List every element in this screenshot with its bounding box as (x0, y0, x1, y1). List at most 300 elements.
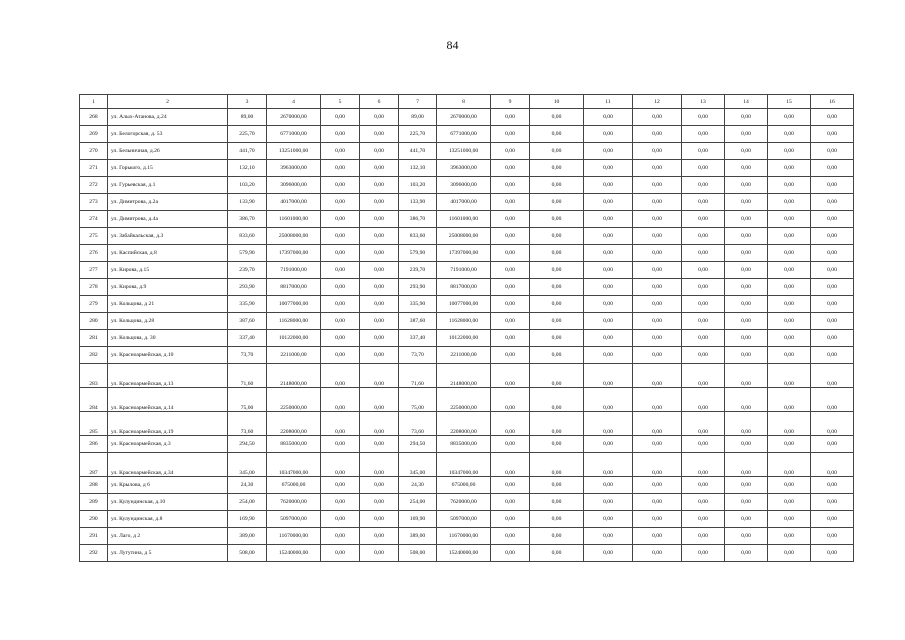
column-header: 3 (228, 95, 267, 109)
address-cell: ул. Кулундинская, д.10 (108, 494, 228, 511)
value-cell: 0,00 (321, 296, 360, 313)
value-cell: 73,70 (228, 347, 267, 364)
value-cell: 0,00 (682, 364, 725, 388)
value-cell: 0,00 (682, 347, 725, 364)
value-cell: 0,00 (491, 436, 530, 453)
value-cell: 71,60 (399, 364, 437, 388)
row-number-cell: 283 (80, 364, 108, 388)
value-cell: 0,00 (584, 177, 633, 194)
value-cell: 0,00 (725, 126, 768, 143)
value-cell: 0,00 (321, 228, 360, 245)
value-cell: 8835000,00 (267, 436, 321, 453)
value-cell: 0,00 (633, 228, 682, 245)
value-cell: 0,00 (584, 364, 633, 388)
value-cell: 0,00 (321, 477, 360, 494)
value-cell: 508,00 (228, 545, 267, 562)
value-cell: 0,00 (725, 436, 768, 453)
value-cell: 0,00 (530, 477, 584, 494)
value-cell: 0,00 (633, 477, 682, 494)
address-cell: ул. Красноармейская, д.34 (108, 453, 228, 477)
value-cell: 0,00 (530, 412, 584, 436)
value-cell: 0,00 (811, 228, 854, 245)
address-cell: ул. Горького, д.15 (108, 160, 228, 177)
table-row (80, 511, 854, 528)
address-cell: ул. Красноармейская, д.10 (108, 347, 228, 364)
value-cell: 0,00 (768, 412, 811, 436)
value-cell: 337,40 (228, 330, 267, 347)
value-cell: 0,00 (584, 228, 633, 245)
address-cell: ул. Красноармейская, д.3 (108, 436, 228, 453)
value-cell: 17397000,00 (437, 245, 491, 262)
value-cell: 0,00 (360, 262, 399, 279)
value-cell: 0,00 (768, 143, 811, 160)
value-cell: 0,00 (633, 453, 682, 477)
value-cell: 0,00 (633, 412, 682, 436)
value-cell: 0,00 (530, 262, 584, 279)
value-cell: 0,00 (360, 245, 399, 262)
value-cell: 0,00 (682, 313, 725, 330)
value-cell: 0,00 (321, 545, 360, 562)
value-cell: 0,00 (360, 160, 399, 177)
value-cell: 294,50 (399, 436, 437, 453)
address-cell: ул. Димитрова, д.4а (108, 211, 228, 228)
value-cell: 0,00 (584, 279, 633, 296)
value-cell: 5097000,00 (267, 511, 321, 528)
row-number-cell: 284 (80, 388, 108, 412)
value-cell: 0,00 (811, 528, 854, 545)
value-cell: 0,00 (491, 477, 530, 494)
value-cell: 2208000,00 (437, 412, 491, 436)
value-cell: 0,00 (360, 109, 399, 126)
column-header: 2 (108, 95, 228, 109)
value-cell: 386,70 (228, 211, 267, 228)
value-cell: 0,00 (811, 364, 854, 388)
value-cell: 0,00 (321, 245, 360, 262)
value-cell: 0,00 (811, 347, 854, 364)
value-cell: 0,00 (530, 545, 584, 562)
row-number-cell: 289 (80, 494, 108, 511)
value-cell: 0,00 (321, 436, 360, 453)
value-cell: 2208000,00 (267, 412, 321, 436)
value-cell: 0,00 (633, 296, 682, 313)
value-cell: 0,00 (321, 143, 360, 160)
value-cell: 6771000,00 (437, 126, 491, 143)
value-cell: 0,00 (811, 279, 854, 296)
value-cell: 0,00 (360, 388, 399, 412)
value-cell: 254,00 (228, 494, 267, 511)
value-cell: 2670000,00 (437, 109, 491, 126)
value-cell: 0,00 (491, 109, 530, 126)
value-cell: 0,00 (768, 194, 811, 211)
value-cell: 0,00 (530, 245, 584, 262)
value-cell: 0,00 (811, 211, 854, 228)
address-cell: ул. Кирова, д.15 (108, 262, 228, 279)
table-row (80, 143, 854, 160)
value-cell: 0,00 (584, 511, 633, 528)
row-number-cell: 274 (80, 211, 108, 228)
value-cell: 89,00 (399, 109, 437, 126)
value-cell: 0,00 (491, 545, 530, 562)
address-cell: ул. Кольцова, д 21 (108, 296, 228, 313)
value-cell: 0,00 (725, 262, 768, 279)
value-cell: 389,00 (399, 528, 437, 545)
table-row (80, 412, 854, 436)
value-cell: 7620000,00 (437, 494, 491, 511)
table-row (80, 245, 854, 262)
value-cell: 0,00 (530, 364, 584, 388)
value-cell: 0,00 (725, 347, 768, 364)
value-cell: 0,00 (682, 388, 725, 412)
value-cell: 0,00 (633, 262, 682, 279)
value-cell: 10077000,00 (437, 296, 491, 313)
value-cell: 0,00 (491, 453, 530, 477)
value-cell: 24,30 (399, 477, 437, 494)
row-number-cell: 276 (80, 245, 108, 262)
value-cell: 0,00 (360, 511, 399, 528)
value-cell: 345,00 (228, 453, 267, 477)
value-cell: 0,00 (491, 494, 530, 511)
value-cell: 11670000,00 (267, 528, 321, 545)
row-number-cell: 285 (80, 412, 108, 436)
value-cell: 2211000,00 (437, 347, 491, 364)
value-cell: 133,90 (399, 194, 437, 211)
value-cell: 337,40 (399, 330, 437, 347)
value-cell: 0,00 (321, 347, 360, 364)
value-cell: 11670000,00 (437, 528, 491, 545)
value-cell: 0,00 (360, 177, 399, 194)
value-cell: 0,00 (360, 126, 399, 143)
value-cell: 0,00 (682, 143, 725, 160)
value-cell: 0,00 (682, 262, 725, 279)
value-cell: 441,70 (399, 143, 437, 160)
value-cell: 0,00 (491, 143, 530, 160)
value-cell: 0,00 (682, 330, 725, 347)
table-row (80, 109, 854, 126)
value-cell: 0,00 (768, 313, 811, 330)
value-cell: 0,00 (321, 494, 360, 511)
value-cell: 0,00 (584, 296, 633, 313)
value-cell: 0,00 (360, 194, 399, 211)
value-cell: 0,00 (584, 436, 633, 453)
value-cell: 0,00 (584, 194, 633, 211)
value-cell: 0,00 (768, 364, 811, 388)
value-cell: 0,00 (811, 262, 854, 279)
value-cell: 0,00 (682, 211, 725, 228)
value-cell: 0,00 (811, 126, 854, 143)
value-cell: 579,90 (399, 245, 437, 262)
value-cell: 0,00 (682, 177, 725, 194)
row-number-cell: 287 (80, 453, 108, 477)
value-cell: 0,00 (321, 160, 360, 177)
value-cell: 0,00 (530, 436, 584, 453)
value-cell: 0,00 (321, 412, 360, 436)
value-cell: 10347000,00 (437, 453, 491, 477)
row-number-cell: 290 (80, 511, 108, 528)
table-row (80, 364, 854, 388)
value-cell: 11628000,00 (267, 313, 321, 330)
value-cell: 3096000,00 (437, 177, 491, 194)
value-cell: 0,00 (682, 494, 725, 511)
value-cell: 0,00 (768, 545, 811, 562)
value-cell: 4017000,00 (437, 194, 491, 211)
value-cell: 0,00 (768, 347, 811, 364)
value-cell: 0,00 (360, 364, 399, 388)
value-cell: 0,00 (633, 436, 682, 453)
value-cell: 0,00 (584, 313, 633, 330)
value-cell: 0,00 (725, 412, 768, 436)
value-cell: 0,00 (491, 296, 530, 313)
register-table (79, 94, 854, 562)
column-header: 4 (267, 95, 321, 109)
value-cell: 0,00 (491, 511, 530, 528)
value-cell: 0,00 (491, 160, 530, 177)
value-cell: 0,00 (768, 211, 811, 228)
row-number-cell: 279 (80, 296, 108, 313)
value-cell: 0,00 (725, 177, 768, 194)
value-cell: 0,00 (725, 109, 768, 126)
value-cell: 0,00 (633, 528, 682, 545)
value-cell: 0,00 (682, 453, 725, 477)
value-cell: 0,00 (811, 143, 854, 160)
value-cell: 169,90 (399, 511, 437, 528)
value-cell: 0,00 (725, 388, 768, 412)
value-cell: 0,00 (584, 412, 633, 436)
value-cell: 4017000,00 (267, 194, 321, 211)
address-cell: ул. Белогорская, д. 53 (108, 126, 228, 143)
table-row (80, 477, 854, 494)
address-cell: ул. Забайкальская, д.3 (108, 228, 228, 245)
value-cell: 0,00 (811, 296, 854, 313)
value-cell: 0,00 (811, 194, 854, 211)
column-header: 13 (682, 95, 725, 109)
value-cell: 0,00 (682, 436, 725, 453)
value-cell: 0,00 (768, 388, 811, 412)
value-cell: 0,00 (530, 211, 584, 228)
value-cell: 73,60 (399, 412, 437, 436)
value-cell: 239,70 (399, 262, 437, 279)
column-header: 11 (584, 95, 633, 109)
address-cell: ул. Красноармейская, д.13 (108, 364, 228, 388)
value-cell: 0,00 (584, 262, 633, 279)
value-cell: 0,00 (321, 194, 360, 211)
value-cell: 13251000,00 (267, 143, 321, 160)
value-cell: 0,00 (682, 477, 725, 494)
row-number-cell: 282 (80, 347, 108, 364)
value-cell: 0,00 (321, 330, 360, 347)
address-cell: ул. Бельничная, д.26 (108, 143, 228, 160)
value-cell: 10347000,00 (267, 453, 321, 477)
value-cell: 0,00 (360, 143, 399, 160)
value-cell: 225,70 (228, 126, 267, 143)
value-cell: 0,00 (321, 453, 360, 477)
value-cell: 0,00 (811, 453, 854, 477)
value-cell: 2670000,00 (267, 109, 321, 126)
table-row (80, 194, 854, 211)
value-cell: 579,90 (228, 245, 267, 262)
value-cell: 0,00 (768, 296, 811, 313)
value-cell: 0,00 (811, 436, 854, 453)
table-row (80, 528, 854, 545)
value-cell: 0,00 (768, 453, 811, 477)
value-cell: 0,00 (530, 177, 584, 194)
value-cell: 0,00 (584, 211, 633, 228)
value-cell: 0,00 (491, 262, 530, 279)
row-number-cell: 271 (80, 160, 108, 177)
value-cell: 345,00 (399, 453, 437, 477)
value-cell: 0,00 (633, 109, 682, 126)
value-cell: 0,00 (584, 126, 633, 143)
value-cell: 3963000,00 (437, 160, 491, 177)
value-cell: 0,00 (491, 528, 530, 545)
value-cell: 0,00 (811, 511, 854, 528)
value-cell: 0,00 (530, 109, 584, 126)
column-header: 8 (437, 95, 491, 109)
value-cell: 13251000,00 (437, 143, 491, 160)
value-cell: 0,00 (682, 194, 725, 211)
value-cell: 0,00 (491, 412, 530, 436)
value-cell: 0,00 (360, 545, 399, 562)
row-number-cell: 277 (80, 262, 108, 279)
row-number-cell: 270 (80, 143, 108, 160)
value-cell: 0,00 (584, 160, 633, 177)
value-cell: 73,70 (399, 347, 437, 364)
column-header: 9 (491, 95, 530, 109)
address-cell: ул. Кулундинская, д.8 (108, 511, 228, 528)
value-cell: 0,00 (530, 194, 584, 211)
row-number-cell: 273 (80, 194, 108, 211)
address-cell: ул. Кирова, д.9 (108, 279, 228, 296)
value-cell: 294,50 (228, 436, 267, 453)
value-cell: 0,00 (725, 143, 768, 160)
value-cell: 0,00 (768, 228, 811, 245)
value-cell: 169,90 (228, 511, 267, 528)
value-cell: 11628000,00 (437, 313, 491, 330)
value-cell: 0,00 (530, 143, 584, 160)
value-cell: 0,00 (811, 477, 854, 494)
value-cell: 0,00 (491, 364, 530, 388)
value-cell: 0,00 (682, 126, 725, 143)
value-cell: 0,00 (725, 364, 768, 388)
value-cell: 0,00 (633, 494, 682, 511)
value-cell: 7191000,00 (437, 262, 491, 279)
value-cell: 293,90 (399, 279, 437, 296)
value-cell: 0,00 (725, 330, 768, 347)
value-cell: 10077000,00 (267, 296, 321, 313)
value-cell: 0,00 (360, 296, 399, 313)
value-cell: 0,00 (360, 477, 399, 494)
value-cell: 0,00 (682, 412, 725, 436)
value-cell: 0,00 (321, 177, 360, 194)
value-cell: 0,00 (584, 494, 633, 511)
value-cell: 0,00 (633, 313, 682, 330)
value-cell: 0,00 (491, 194, 530, 211)
value-cell: 71,60 (228, 364, 267, 388)
table-row (80, 453, 854, 477)
value-cell: 0,00 (530, 296, 584, 313)
table-body (80, 109, 854, 562)
value-cell: 0,00 (360, 528, 399, 545)
value-cell: 0,00 (768, 511, 811, 528)
value-cell: 0,00 (584, 143, 633, 160)
value-cell: 0,00 (530, 279, 584, 296)
value-cell: 0,00 (682, 245, 725, 262)
value-cell: 133,90 (228, 194, 267, 211)
value-cell: 0,00 (584, 109, 633, 126)
value-cell: 3096000,00 (267, 177, 321, 194)
value-cell: 0,00 (360, 412, 399, 436)
value-cell: 0,00 (811, 494, 854, 511)
value-cell: 0,00 (321, 109, 360, 126)
table-row (80, 160, 854, 177)
value-cell: 8835000,00 (437, 436, 491, 453)
value-cell: 0,00 (584, 528, 633, 545)
value-cell: 0,00 (321, 211, 360, 228)
value-cell: 0,00 (811, 388, 854, 412)
value-cell: 0,00 (491, 388, 530, 412)
value-cell: 0,00 (530, 511, 584, 528)
value-cell: 0,00 (682, 296, 725, 313)
row-number-cell: 280 (80, 313, 108, 330)
value-cell: 0,00 (360, 211, 399, 228)
value-cell: 0,00 (633, 211, 682, 228)
value-cell: 0,00 (725, 545, 768, 562)
value-cell: 8817000,00 (267, 279, 321, 296)
table-row (80, 279, 854, 296)
address-cell: ул. Алых-Атанова, д.24 (108, 109, 228, 126)
value-cell: 0,00 (321, 388, 360, 412)
address-cell: ул. Кольцова, д. 30 (108, 330, 228, 347)
value-cell: 0,00 (682, 279, 725, 296)
value-cell: 0,00 (768, 245, 811, 262)
table-row (80, 211, 854, 228)
value-cell: 335,90 (228, 296, 267, 313)
value-cell: 0,00 (725, 494, 768, 511)
table-row (80, 177, 854, 194)
value-cell: 0,00 (584, 245, 633, 262)
value-cell: 0,00 (584, 477, 633, 494)
value-cell: 0,00 (360, 313, 399, 330)
value-cell: 0,00 (584, 388, 633, 412)
value-cell: 0,00 (768, 436, 811, 453)
value-cell: 0,00 (321, 279, 360, 296)
value-cell: 0,00 (682, 545, 725, 562)
value-cell: 0,00 (360, 347, 399, 364)
value-cell: 0,00 (768, 177, 811, 194)
value-cell: 0,00 (768, 160, 811, 177)
value-cell: 0,00 (633, 177, 682, 194)
value-cell: 11601000,00 (267, 211, 321, 228)
value-cell: 5097000,00 (437, 511, 491, 528)
value-cell: 0,00 (633, 143, 682, 160)
value-cell: 0,00 (633, 364, 682, 388)
value-cell: 508,00 (399, 545, 437, 562)
value-cell: 0,00 (633, 126, 682, 143)
column-header: 10 (530, 95, 584, 109)
value-cell: 0,00 (633, 545, 682, 562)
value-cell: 389,00 (228, 528, 267, 545)
value-cell: 0,00 (360, 279, 399, 296)
value-cell: 75,00 (228, 388, 267, 412)
value-cell: 0,00 (725, 194, 768, 211)
value-cell: 0,00 (491, 245, 530, 262)
column-header: 7 (399, 95, 437, 109)
value-cell: 73,60 (228, 412, 267, 436)
value-cell: 0,00 (768, 279, 811, 296)
value-cell: 0,00 (768, 109, 811, 126)
value-cell: 2250000,00 (267, 388, 321, 412)
column-header: 14 (725, 95, 768, 109)
value-cell: 0,00 (682, 160, 725, 177)
